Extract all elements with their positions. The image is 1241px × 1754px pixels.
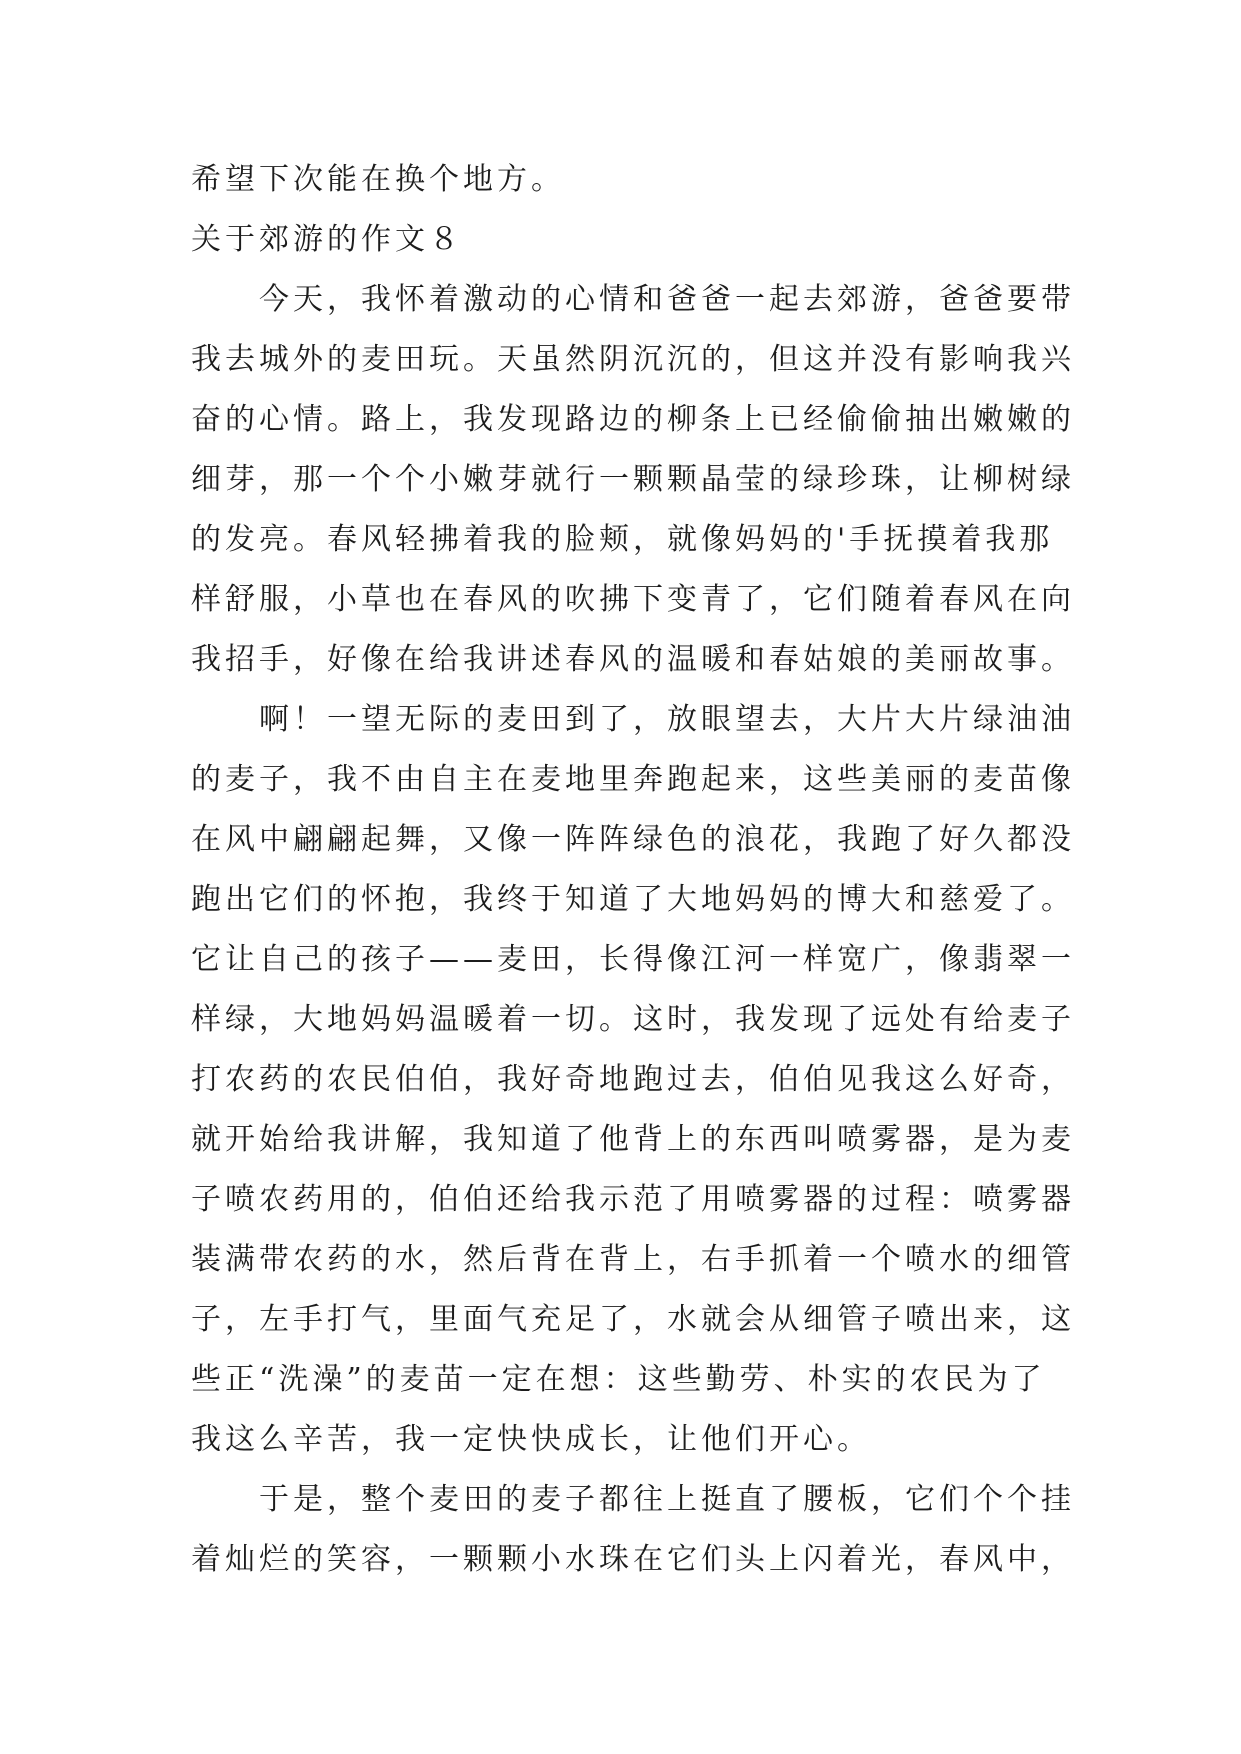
text-line: 我这么辛苦，我一定快快成长，让他们开心。 <box>191 1422 871 1457</box>
text-line: 子，左手打气，里面气充足了，水就会从细管子喷出来，这 <box>191 1302 1075 1337</box>
text-line: 细芽，那一个个小嫩芽就行一颗颗晶莹的绿珍珠，让柳树绿 <box>191 462 1075 497</box>
text-line: 装满带农药的水，然后背在背上，右手抓着一个喷水的细管 <box>191 1242 1075 1277</box>
text-line: 我招手，好像在给我讲述春风的温暖和春姑娘的美丽故事。 <box>191 642 1075 677</box>
text-line: 的发亮。春风轻拂着我的脸颊，就像妈妈的'手抚摸着我那 <box>191 522 1054 557</box>
text-line: 我去城外的麦田玩。天虽然阴沉沉的，但这并没有影响我兴 <box>191 342 1075 377</box>
text-line: 着灿烂的笑容，一颗颗小水珠在它们头上闪着光，春风中， <box>191 1542 1075 1577</box>
essay-text <box>191 150 1075 1590</box>
section-title: 关于郊游的作文８ <box>191 222 463 257</box>
text-line: 样绿，大地妈妈温暖着一切。这时，我发现了远处有给麦子 <box>191 1002 1075 1037</box>
text-line: 些正“洗澡”的麦苗一定在想：这些勤劳、朴实的农民为了 <box>191 1362 1046 1397</box>
paragraph-first-line: 啊！一望无际的麦田到了，放眼望去，大片大片绿油油 <box>259 702 1075 737</box>
text-line: 在风中翩翩起舞，又像一阵阵绿色的浪花，我跑了好久都没 <box>191 822 1075 857</box>
text-line: 希望下次能在换个地方。 <box>191 162 565 197</box>
paragraph-first-line: 于是，整个麦田的麦子都往上挺直了腰板，它们个个挂 <box>259 1482 1075 1517</box>
text-line: 样舒服，小草也在春风的吹拂下变青了，它们随着春风在向 <box>191 582 1075 617</box>
text-line: 它让自己的孩子——麦田，长得像江河一样宽广，像翡翠一 <box>191 942 1075 977</box>
text-line: 就开始给我讲解，我知道了他背上的东西叫喷雾器，是为麦 <box>191 1122 1075 1157</box>
text-line: 跑出它们的怀抱，我终于知道了大地妈妈的博大和慈爱了。 <box>191 882 1075 917</box>
text-line: 打农药的农民伯伯，我好奇地跑过去，伯伯见我这么好奇， <box>191 1062 1075 1097</box>
text-line: 子喷农药用的，伯伯还给我示范了用喷雾器的过程：喷雾器 <box>191 1182 1075 1217</box>
text-line: 的麦子，我不由自主在麦地里奔跑起来，这些美丽的麦苗像 <box>191 762 1075 797</box>
text-line: 奋的心情。路上，我发现路边的柳条上已经偷偷抽出嫩嫩的 <box>191 402 1075 437</box>
paragraph-first-line: 今天，我怀着激动的心情和爸爸一起去郊游，爸爸要带 <box>259 282 1075 317</box>
